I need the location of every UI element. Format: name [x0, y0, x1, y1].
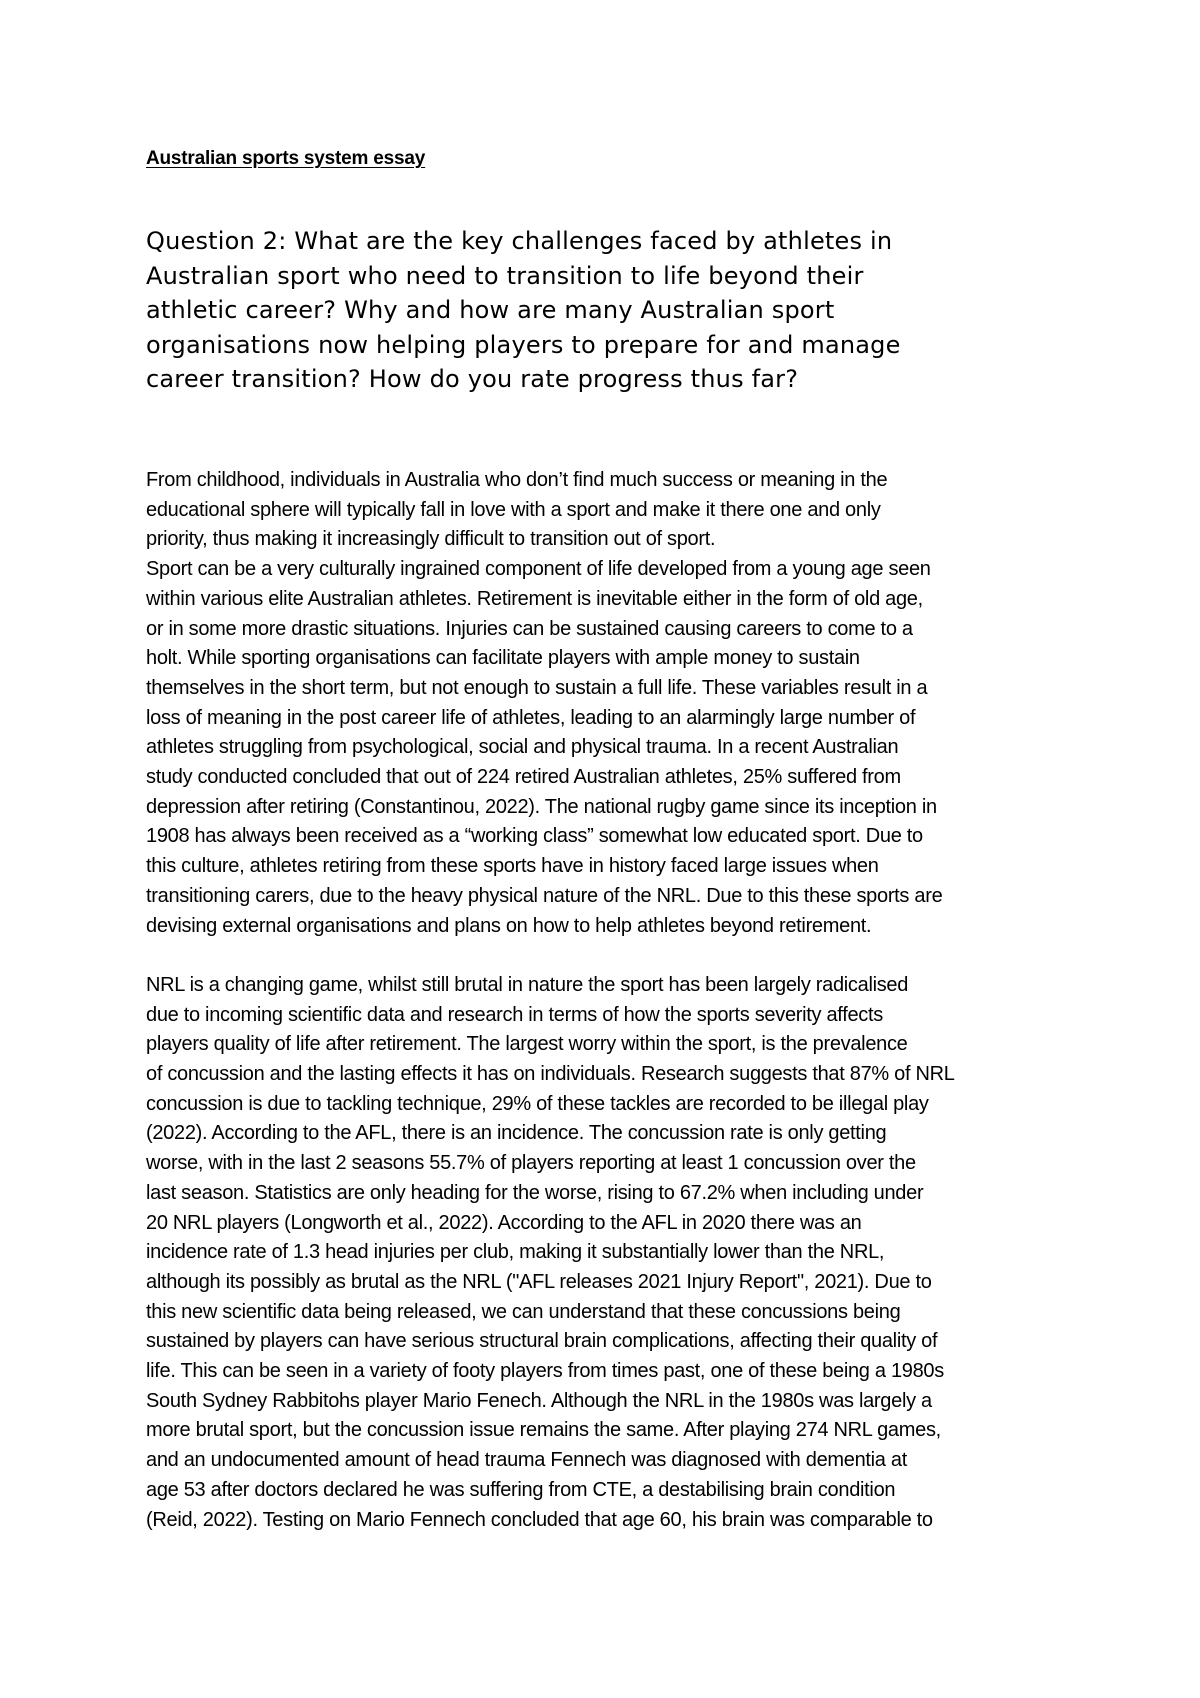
body-line: this new scientific data being released, we can understand that these concussions being: [146, 1300, 901, 1323]
body-line: holt. While sporting organisations can facilitate players with ample money to sustain: [146, 647, 860, 670]
body-line: depression after retiring (Constantinou, 2022). The national rugby game since its inception in: [146, 795, 937, 818]
body-line: sustained by players can have serious structural brain complications, affecting their quality of: [146, 1330, 938, 1353]
paragraph-2: [146, 971, 1076, 1535]
body-line: and an undocumented amount of head trauma Fennech was diagnosed with dementia at: [146, 1449, 907, 1472]
body-line: within various elite Australian athletes. Retirement is inevitable either in the form of old age,: [146, 587, 923, 610]
paragraph-spacer: [146, 941, 1076, 971]
body-line: or in some more drastic situations. Injuries can be sustained causing careers to come to a: [146, 617, 913, 640]
body-line: incidence rate of 1.3 head injuries per club, making it substantially lower than the NRL,: [146, 1241, 885, 1264]
body-line: (Reid, 2022). Testing on Mario Fennech concluded that age 60, his brain was comparable to: [146, 1508, 933, 1531]
body-line: educational sphere will typically fall in love with a sport and make it there one and only: [146, 498, 881, 521]
body-line: From childhood, individuals in Australia who don’t find much success or meaning in the: [146, 469, 888, 491]
body-line: more brutal sport, but the concussion issue remains the same. After playing 274 NRL games,: [146, 1419, 941, 1442]
question-line: career transition? How do you rate progress thus far?: [146, 365, 799, 393]
body-line: transitioning carers, due to the heavy physical nature of the NRL. Due to this these sports are: [146, 884, 943, 907]
body-line: this culture, athletes retiring from these sports have in history faced large issues when: [146, 855, 879, 878]
body-line: loss of meaning in the post career life of athletes, leading to an alarmingly large number of: [146, 706, 916, 729]
body-line: (2022). According to the AFL, there is an incidence. The concussion rate is only getting: [146, 1122, 887, 1145]
essay-title: Australian sports system essay: [146, 148, 426, 169]
question-line: Question 2: What are the key challenges faced by athletes in: [146, 227, 893, 255]
body-line: although its possibly as brutal as the NRL ("AFL releases 2021 Injury Report", 2021). Due to: [146, 1270, 932, 1293]
paragraph-1: [146, 466, 1076, 941]
body-line: 20 NRL players (Longworth et al., 2022). According to the AFL in 2020 there was an: [146, 1211, 862, 1234]
body-line: worse, with in the last 2 seasons 55.7% of players reporting at least 1 concussion over the: [146, 1152, 916, 1175]
body-line: Sport can be a very culturally ingrained component of life developed from a young age seen: [146, 558, 931, 581]
body-line: priority, thus making it increasingly difficult to transition out of sport.: [146, 528, 716, 551]
question-line: organisations now helping players to prepare for and manage: [146, 330, 901, 359]
body-line: players quality of life after retirement. The largest worry within the sport, is the prevalence: [146, 1033, 908, 1056]
body-line: NRL is a changing game, whilst still brutal in nature the sport has been largely radicalised: [146, 973, 909, 996]
question-line: athletic career? Why and how are many Australian sport: [146, 296, 835, 324]
body-line: concussion is due to tackling technique, 29% of these tackles are recorded to be illegal play: [146, 1092, 929, 1115]
body-line: devising external organisations and plans on how to help athletes beyond retirement.: [146, 914, 872, 937]
body-line: due to incoming scientific data and research in terms of how the sports severity affects: [146, 1003, 883, 1026]
essay-question: [146, 224, 1066, 397]
body-line: last season. Statistics are only heading for the worse, rising to 67.2% when including under: [146, 1181, 924, 1204]
essay-body: [146, 466, 1076, 1535]
body-line: themselves in the short term, but not enough to sustain a full life. These variables result in a: [146, 676, 928, 699]
body-line: 1908 has always been received as a “working class” somewhat low educated sport. Due to: [146, 825, 923, 848]
body-line: South Sydney Rabbitohs player Mario Fenech. Although the NRL in the 1980s was largely a: [146, 1389, 932, 1412]
body-line: age 53 after doctors declared he was suffering from CTE, a destabilising brain condition: [146, 1478, 896, 1501]
body-line: study conducted concluded that out of 224 retired Australian athletes, 25% suffered from: [146, 766, 901, 789]
body-line: of concussion and the lasting effects it has on individuals. Research suggests that 87% of NRL: [146, 1063, 955, 1086]
body-line: life. This can be seen in a variety of footy players from times past, one of these being a 1980s: [146, 1360, 944, 1383]
question-line: Australian sport who need to transition to life beyond their: [146, 261, 864, 290]
body-line: athletes struggling from psychological, social and physical trauma. In a recent Australian: [146, 736, 899, 759]
